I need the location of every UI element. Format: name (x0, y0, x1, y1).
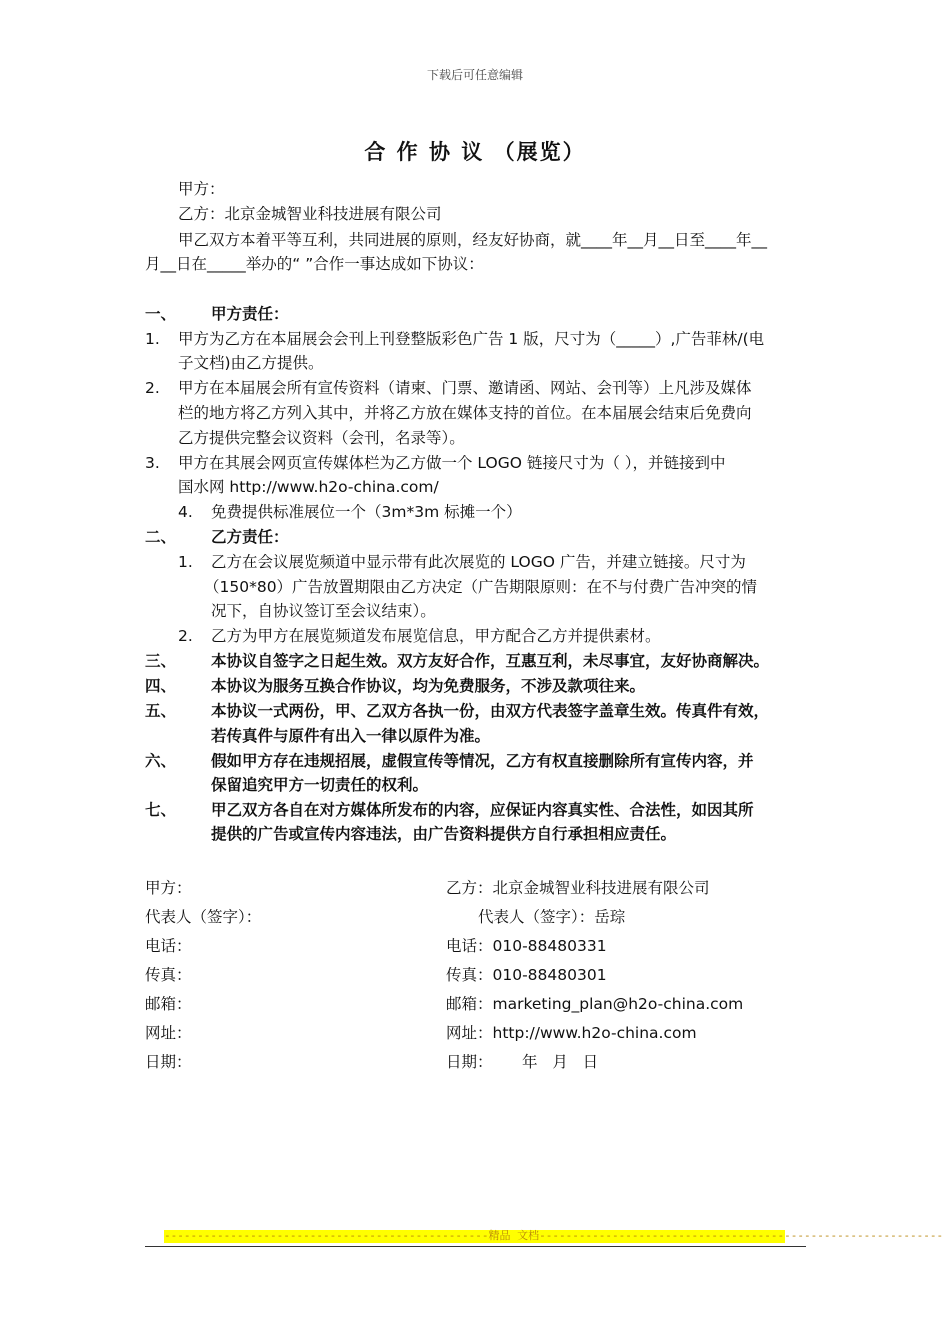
section-number: 三、 (145, 652, 177, 670)
item-text-cont: 况下，自协议签订至会议结束）。 (211, 602, 436, 620)
sig-left-phone: 电话： (145, 937, 192, 955)
item-text: 甲方在本届展会所有宣传资料（请柬、门票、邀请函、网站、会刊等）上凡涉及媒体 (178, 379, 752, 397)
list-item (178, 624, 661, 649)
section-number: 四、 (145, 677, 177, 695)
item-number: 1. (178, 553, 193, 571)
section-clause (145, 674, 645, 699)
section-heading (145, 302, 289, 327)
item-number: 2. (145, 379, 160, 397)
sig-right-representative: 代表人（签字）：岳琮 (478, 908, 626, 926)
sig-left-email: 邮箱： (145, 995, 192, 1013)
item-text: 乙方在会议展览频道中显示带有此次展览的 LOGO 广告，并建立链接。尺寸为 (211, 553, 746, 571)
sig-right-email: 邮箱：marketing_plan@h2o-china.com (446, 995, 744, 1013)
list-item (145, 376, 752, 401)
item-text-cont: （150*80）广告放置期限由乙方决定（广告期限原则：在不与付费广告冲突的情 (204, 578, 758, 596)
section-number: 五、 (145, 702, 177, 720)
item-text-cont: 子文档)由乙方提供。 (178, 354, 324, 372)
item-text: 甲方为乙方在本届展会会刊上刊登整版彩色广告 1 版，尺寸为（_____）,广告菲林/(电 (178, 330, 765, 348)
section-clause (145, 699, 769, 724)
item-number: 3. (145, 454, 160, 472)
section-text: 假如甲方存在违规招展，虚假宣传等情况，乙方有权直接删除所有宣传内容，并 (211, 752, 754, 770)
sig-right-date: 日期： 年 月 日 (446, 1053, 599, 1071)
section-text-cont: 保留追究甲方一切责任的权利。 (211, 776, 429, 794)
sig-right-fax: 传真：010-88480301 (446, 966, 607, 984)
list-item (178, 500, 522, 525)
sig-left-fax: 传真： (145, 966, 192, 984)
section-clause (145, 798, 754, 823)
sig-left-representative: 代表人（签字）： (145, 908, 262, 926)
section-number: 二、 (145, 528, 177, 546)
party-a-line: 甲方： (178, 180, 225, 198)
section-text: 本协议为服务互换合作协议，均为免费服务，不涉及款项往来。 (211, 677, 646, 695)
sig-right-phone: 电话：010-88480331 (446, 937, 607, 955)
footer-divider (145, 1246, 806, 1247)
section-number: 六、 (145, 752, 177, 770)
section-text: 本协议自签字之日起生效。双方友好合作，互惠互利，未尽事宜，友好协商解决。 (211, 652, 770, 670)
header-note: 下载后可任意编辑 (426, 68, 523, 82)
section-clause (145, 649, 769, 674)
sig-right-website: 网址：http://www.h2o-china.com (446, 1024, 697, 1042)
item-number: 1. (145, 330, 160, 348)
item-text: 甲方在其展会网页宣传媒体栏为乙方做一个 LOGO 链接尺寸为（ ），并链接到中 (178, 454, 726, 472)
list-item (145, 451, 726, 476)
list-item (145, 327, 764, 352)
section-text: 甲方责任： (211, 305, 289, 323)
item-text: 免费提供标准展位一个（3m*3m 标摊一个） (211, 503, 522, 521)
section-number: 七、 (145, 801, 177, 819)
item-number: 4. (178, 503, 193, 521)
item-text: 乙方为甲方在展览频道发布展览信息，甲方配合乙方并提供素材。 (211, 627, 661, 645)
list-item (178, 550, 746, 575)
section-heading (145, 525, 289, 550)
section-text-cont: 若传真件与原件有出入一律以原件为准。 (211, 727, 491, 745)
party-b-line: 乙方：北京金城智业科技进展有限公司 (178, 205, 442, 223)
section-number: 一、 (145, 305, 177, 323)
intro-line-2: 月__日在_____举办的“ ”合作一事达成如下协议： (145, 255, 484, 273)
sig-left-party: 甲方： (145, 879, 192, 897)
document-title: 合 作 协 议 （展览） (364, 140, 586, 164)
item-text-cont: 国水网 http://www.h2o-china.com/ (178, 478, 439, 496)
section-text-cont: 提供的广告或宣传内容违法，由广告资料提供方自行承担相应责任。 (211, 825, 677, 843)
section-text: 甲乙双方各自在对方媒体所发布的内容，应保证内容真实性、合法性，如因其所 (211, 801, 754, 819)
item-number: 2. (178, 627, 193, 645)
item-text-cont: 乙方提供完整会议资料（会刊，名录等）。 (178, 429, 465, 447)
intro-line-1: 甲乙双方本着平等互利，共同进展的原则，经友好协商，就____年__月__日至____年__ (178, 231, 768, 249)
item-text-cont: 栏的地方将乙方列入其中，并将乙方放在媒体支持的首位。在本届展会结束后免费向 (178, 404, 752, 422)
section-text: 乙方责任： (211, 528, 289, 546)
sig-right-party: 乙方：北京金城智业科技进展有限公司 (446, 879, 710, 897)
sig-left-date: 日期： (145, 1053, 192, 1071)
section-text: 本协议一式两份，甲、乙双方各执一份，由双方代表签字盖章生效。传真件有效， (211, 702, 770, 720)
section-clause (145, 749, 754, 774)
footer-text: -------------------------------------------------精品 文档------------------------------------------------------------- (164, 1229, 944, 1242)
sig-left-website: 网址： (145, 1024, 192, 1042)
